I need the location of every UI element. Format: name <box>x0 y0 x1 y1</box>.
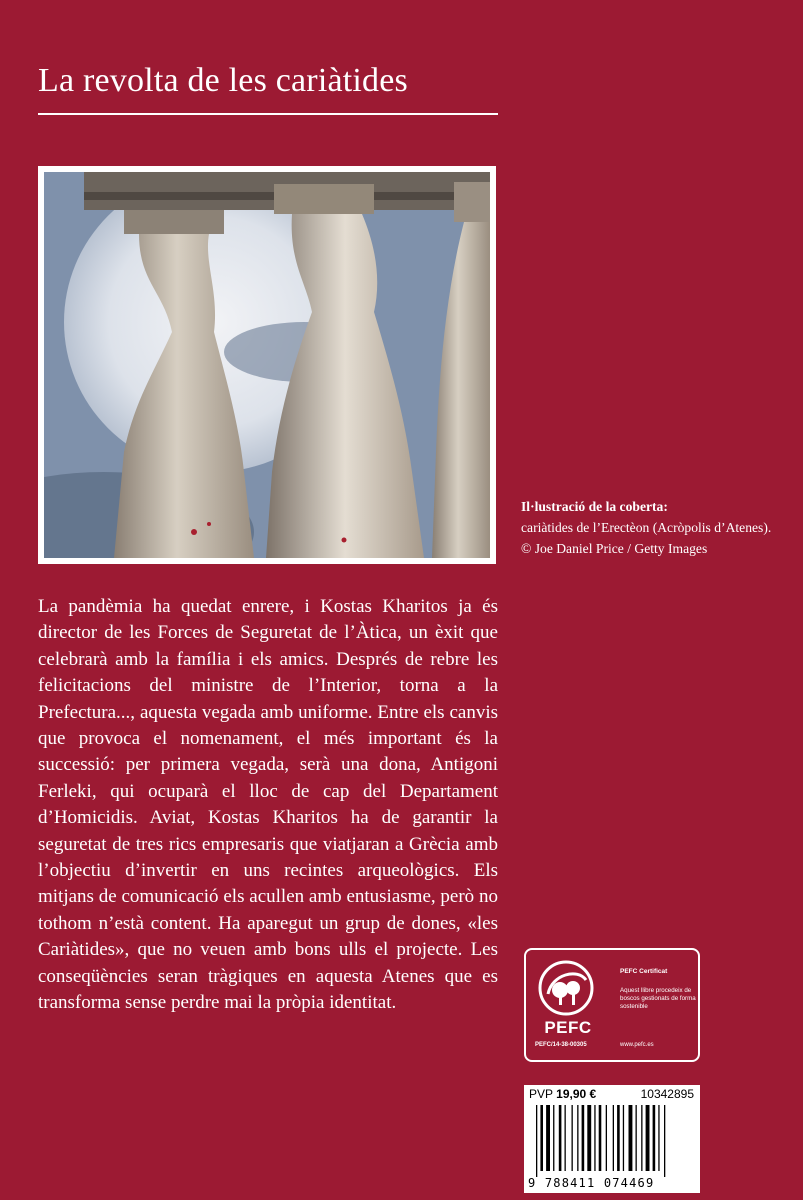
barcode-bar <box>594 1105 595 1171</box>
pefc-description: Aquest llibre procedeix de boscos gestionats de forma sostenible <box>620 987 696 1010</box>
price-value: 19,90 € <box>556 1087 597 1101</box>
pefc-certification-box <box>524 948 700 1062</box>
barcode-bar <box>617 1105 620 1171</box>
pefc-brand: PEFC <box>544 1018 592 1037</box>
barcode-bar <box>587 1105 591 1171</box>
barcode-bar <box>646 1105 650 1171</box>
barcode-bar <box>599 1105 602 1171</box>
product-code: 10342895 <box>640 1087 694 1101</box>
title-divider <box>38 113 498 115</box>
barcode-bar <box>623 1105 624 1171</box>
barcode-bar <box>565 1105 566 1171</box>
isbn-barcode <box>534 1105 694 1177</box>
isbn-digits: 9 788411 074469 <box>528 1176 655 1190</box>
barcode-bar <box>653 1105 656 1171</box>
barcode-bar <box>559 1105 562 1171</box>
barcode-bar <box>606 1105 607 1171</box>
barcode-bar <box>536 1105 537 1177</box>
caryatids-image <box>44 172 490 558</box>
pefc-url: www.pefc.es <box>620 1042 654 1048</box>
book-blurb: La pandèmia ha quedat enrere, i Kostas Kharitos ja és director de les Forces de Seguretat de l’Àtica, un èxit que celebrarà amb la família i els amics. Després de rebre les felicitacions del ministre de l’Interior, torna a la Prefectura..., aquesta vegada amb uniforme. Entre els canvis que provoca el nomenament, el més important és la successió: per primera vegada, serà una dona, Antigoni Ferleki, qui ocuparà el lloc de cap del Departament d’Homicidis. Aviat, Kostas Kharitos ha de garantir la seguretat de tres rics empresaris que viatjaran a Grècia amb l’objectiu d’invertir en uns recintes arqueològics. Els mitjans de comunicació els acullen amb entusiasme, però no tothom n’està content. Ha aparegut un grup de dones, «les Cariàtides», que no veuen amb bons ulls el projecte. Les conseqüències seran tràgiques en aquesta Atenes que es transforma sense perdre mai la pròpia identitat. <box>38 596 498 1014</box>
pefc-certificate-id: PEFC/14-38-00305 <box>535 1042 587 1048</box>
barcode-bar <box>572 1105 573 1171</box>
barcode-bar <box>641 1105 642 1171</box>
cover-caption <box>521 496 781 559</box>
price-tag <box>529 1087 596 1101</box>
barcode-bar <box>546 1105 550 1171</box>
cover-illustration <box>38 166 496 564</box>
barcode-bar <box>582 1105 585 1171</box>
barcode-bar <box>553 1105 554 1171</box>
price-barcode-box <box>524 1085 700 1193</box>
cover-caption-heading: Il·lustració de la coberta: <box>521 499 668 514</box>
book-title: La revolta de les cariàtides <box>38 62 408 99</box>
barcode-bar <box>658 1105 659 1171</box>
barcode-bar <box>636 1105 637 1171</box>
cover-caption-text: cariàtides de l’Erectèon (Acròpolis d’Atenes). © Joe Daniel Price / Getty Images <box>521 520 772 556</box>
pefc-certified-label: PEFC Certificat <box>620 968 668 975</box>
barcode-bar <box>577 1105 578 1171</box>
barcode-bar <box>664 1105 665 1177</box>
barcode-bar <box>613 1105 614 1171</box>
barcode-bar <box>629 1105 633 1171</box>
barcode-bar <box>540 1105 543 1171</box>
price-label: PVP <box>529 1087 553 1101</box>
pefc-tree-logo-icon <box>538 960 594 1016</box>
caryatids-photo <box>44 172 490 558</box>
